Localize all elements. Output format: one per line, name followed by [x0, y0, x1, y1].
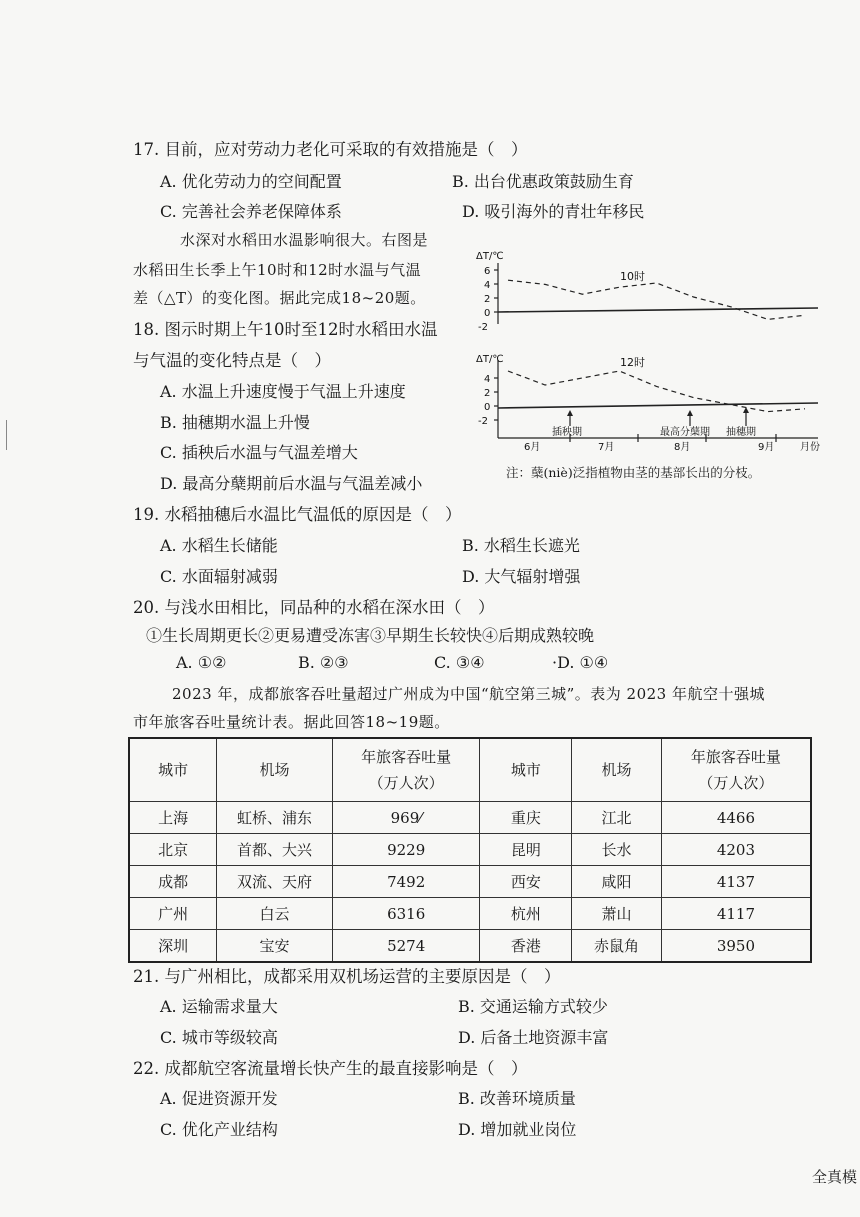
- header-city-2: 城市: [480, 738, 572, 802]
- cell-airport: 白云: [217, 898, 333, 930]
- table-row: [129, 802, 811, 834]
- water-temp-difference-chart: [470, 248, 840, 460]
- cell-volume: 7492: [332, 866, 480, 898]
- chart2-ytick-neg2: -2: [478, 416, 488, 427]
- x-axis-unit: 月份: [800, 442, 820, 453]
- cell-volume: 6316: [332, 898, 480, 930]
- q18-option-c[interactable]: C. 插秧后水温与气温差增大: [160, 443, 358, 462]
- q21-option-c[interactable]: C. 城市等级较高: [160, 1028, 278, 1047]
- cell-airport: 宝安: [217, 930, 333, 963]
- cell-volume: 4117: [661, 898, 811, 930]
- page-footer-fragment: 全真模: [812, 1168, 858, 1186]
- chart1-ytick-0: 0: [484, 308, 491, 319]
- table-row: [129, 834, 811, 866]
- chart1-zero-line: [498, 308, 818, 312]
- chart2-ytick-2: 2: [484, 388, 491, 399]
- q22-option-d[interactable]: D. 增加就业岗位: [458, 1120, 577, 1139]
- stage-label-heading: 抽穗期: [726, 427, 756, 438]
- cell-city: 杭州: [480, 898, 572, 930]
- cell-volume: 4466: [661, 802, 811, 834]
- stage-label-transplant: 插秧期: [552, 427, 582, 438]
- q17-option-d[interactable]: D. 吸引海外的青壮年移民: [462, 202, 645, 221]
- cell-volume: 4137: [661, 866, 811, 898]
- intro2-line1: 2023 年，成都旅客吞吐量超过广州成为中国“航空第三城”。表为 2023 年航空十强城: [172, 685, 765, 703]
- arrow-head-1: [567, 410, 573, 416]
- cell-volume: 3950: [661, 930, 811, 963]
- header-airport-2: 机场: [572, 738, 662, 802]
- cell-city: 重庆: [480, 802, 572, 834]
- cell-airport: 首都、大兴: [217, 834, 333, 866]
- cell-volume: 9229: [332, 834, 480, 866]
- intro1-line2: 水稻田生长季上午10时和12时水温与气温: [133, 261, 422, 279]
- chart1-ytick-2: 2: [484, 294, 491, 305]
- q17-stem: 17. 目前，应对劳动力老化可采取的有效措施是（ ）: [133, 140, 528, 159]
- q20-statements: ①生长周期更长②更易遭受冻害③早期生长较快④后期成熟较晚: [146, 626, 595, 645]
- chart1-ytick-4: 4: [484, 280, 491, 291]
- q18-option-b[interactable]: B. 抽穗期水温上升慢: [160, 413, 310, 432]
- q22-option-b[interactable]: B. 改善环境质量: [458, 1089, 576, 1108]
- q20-stem: 20. 与浅水田相比，同品种的水稻在深水田（ ）: [133, 598, 495, 617]
- table-row: [129, 866, 811, 898]
- chart2-ytick-4: 4: [484, 374, 491, 385]
- q18-stem-line1: 18. 图示时期上午10时至12时水稻田水温: [133, 320, 438, 339]
- q21-option-a[interactable]: A. 运输需求量大: [160, 997, 278, 1016]
- intro1-line1: 水深对水稻田水温影响很大。右图是: [180, 231, 429, 249]
- q17-option-a[interactable]: A. 优化劳动力的空间配置: [160, 172, 342, 191]
- q19-option-d[interactable]: D. 大气辐射增强: [462, 567, 581, 586]
- table-row: [129, 930, 811, 963]
- cell-volume: 4203: [661, 834, 811, 866]
- chart1-ylabel: ΔT/℃: [476, 251, 504, 262]
- q20-option-d[interactable]: ·D. ①④: [552, 653, 609, 672]
- chart2-ylabel: ΔT/℃: [476, 354, 504, 365]
- q22-stem: 22. 成都航空客流量增长快产生的最直接影响是（ ）: [133, 1059, 528, 1078]
- cell-city: 成都: [129, 866, 217, 898]
- chart-note: 注：蘖(niè)泛指植物由茎的基部长出的分枝。: [506, 465, 761, 480]
- cell-city: 深圳: [129, 930, 217, 963]
- cell-airport: 江北: [572, 802, 662, 834]
- cell-airport: 赤鼠角: [572, 930, 662, 963]
- q21-stem: 21. 与广州相比，成都采用双机场运营的主要原因是（ ）: [133, 967, 561, 986]
- cell-city: 香港: [480, 930, 572, 963]
- arrow-head-2: [687, 410, 693, 416]
- header-airport: 机场: [217, 738, 333, 802]
- cell-airport: 萧山: [572, 898, 662, 930]
- stage-label-max-tillering: 最高分蘖期: [660, 427, 710, 438]
- cell-airport: 双流、天府: [217, 866, 333, 898]
- binding-margin-mark: [6, 420, 7, 450]
- q22-option-a[interactable]: A. 促进资源开发: [160, 1089, 278, 1108]
- q22-option-c[interactable]: C. 优化产业结构: [160, 1120, 278, 1139]
- q21-option-b[interactable]: B. 交通运输方式较少: [458, 997, 608, 1016]
- x-label-september: 9月: [758, 442, 775, 453]
- table-row: [129, 898, 811, 930]
- q17-option-b[interactable]: B. 出台优惠政策鼓励生育: [452, 172, 634, 191]
- cell-city: 北京: [129, 834, 217, 866]
- header-volume-unit-2: （万人次）: [698, 774, 774, 792]
- header-volume: [332, 738, 480, 802]
- header-volume-title: 年旅客吞吐量: [361, 748, 452, 766]
- q19-stem: 19. 水稻抽穗后水温比气温低的原因是（ ）: [133, 505, 462, 524]
- intro1-line3: 差（△T）的变化图。据此完成18~20题。: [133, 289, 426, 307]
- header-volume-title-2: 年旅客吞吐量: [690, 748, 781, 766]
- intro2-line2: 市年旅客吞吐量统计表。据此回答18~19题。: [133, 713, 450, 731]
- arrow-head-3: [743, 407, 749, 413]
- chart1-title: 10时: [620, 270, 645, 283]
- airport-passenger-table: [128, 737, 812, 963]
- q21-option-d[interactable]: D. 后备土地资源丰富: [458, 1028, 609, 1047]
- chart2-ytick-0: 0: [484, 402, 491, 413]
- chart2-zero-line: [498, 403, 818, 408]
- header-city: 城市: [129, 738, 217, 802]
- x-label-july: 7月: [598, 442, 615, 453]
- q18-stem-line2: 与气温的变化特点是（ ）: [133, 351, 331, 370]
- cell-city: 上海: [129, 802, 217, 834]
- q19-option-c[interactable]: C. 水面辐射减弱: [160, 567, 278, 586]
- cell-airport: 长水: [572, 834, 662, 866]
- chart1-series-line: [508, 280, 805, 319]
- x-label-august: 8月: [674, 442, 691, 453]
- q18-option-a[interactable]: A. 水温上升速度慢于气温上升速度: [160, 382, 406, 401]
- cell-airport: 咸阳: [572, 866, 662, 898]
- header-volume-unit: （万人次）: [368, 774, 444, 792]
- cell-city: 西安: [480, 866, 572, 898]
- cell-volume: 5274: [332, 930, 480, 963]
- chart2-title: 12时: [620, 356, 645, 369]
- q19-option-b[interactable]: B. 水稻生长遮光: [462, 536, 580, 555]
- table-header-row: [129, 738, 811, 802]
- header-volume-2: [661, 738, 811, 802]
- cell-airport: 虹桥、浦东: [217, 802, 333, 834]
- chart1-ytick-6: 6: [484, 266, 491, 277]
- q17-option-c[interactable]: C. 完善社会养老保障体系: [160, 202, 342, 221]
- chart1-ytick-neg2: -2: [478, 322, 488, 333]
- cell-city: 昆明: [480, 834, 572, 866]
- cell-volume: 969⁄: [332, 802, 480, 834]
- cell-city: 广州: [129, 898, 217, 930]
- q20-option-a[interactable]: A. ①②: [176, 653, 227, 672]
- q20-option-b[interactable]: B. ②③: [298, 653, 349, 672]
- q19-option-a[interactable]: A. 水稻生长储能: [160, 536, 278, 555]
- q20-option-c[interactable]: C. ③④: [434, 653, 485, 672]
- q18-option-d[interactable]: D. 最高分蘖期前后水温与气温差减小: [160, 474, 423, 493]
- x-label-june: 6月: [524, 442, 541, 453]
